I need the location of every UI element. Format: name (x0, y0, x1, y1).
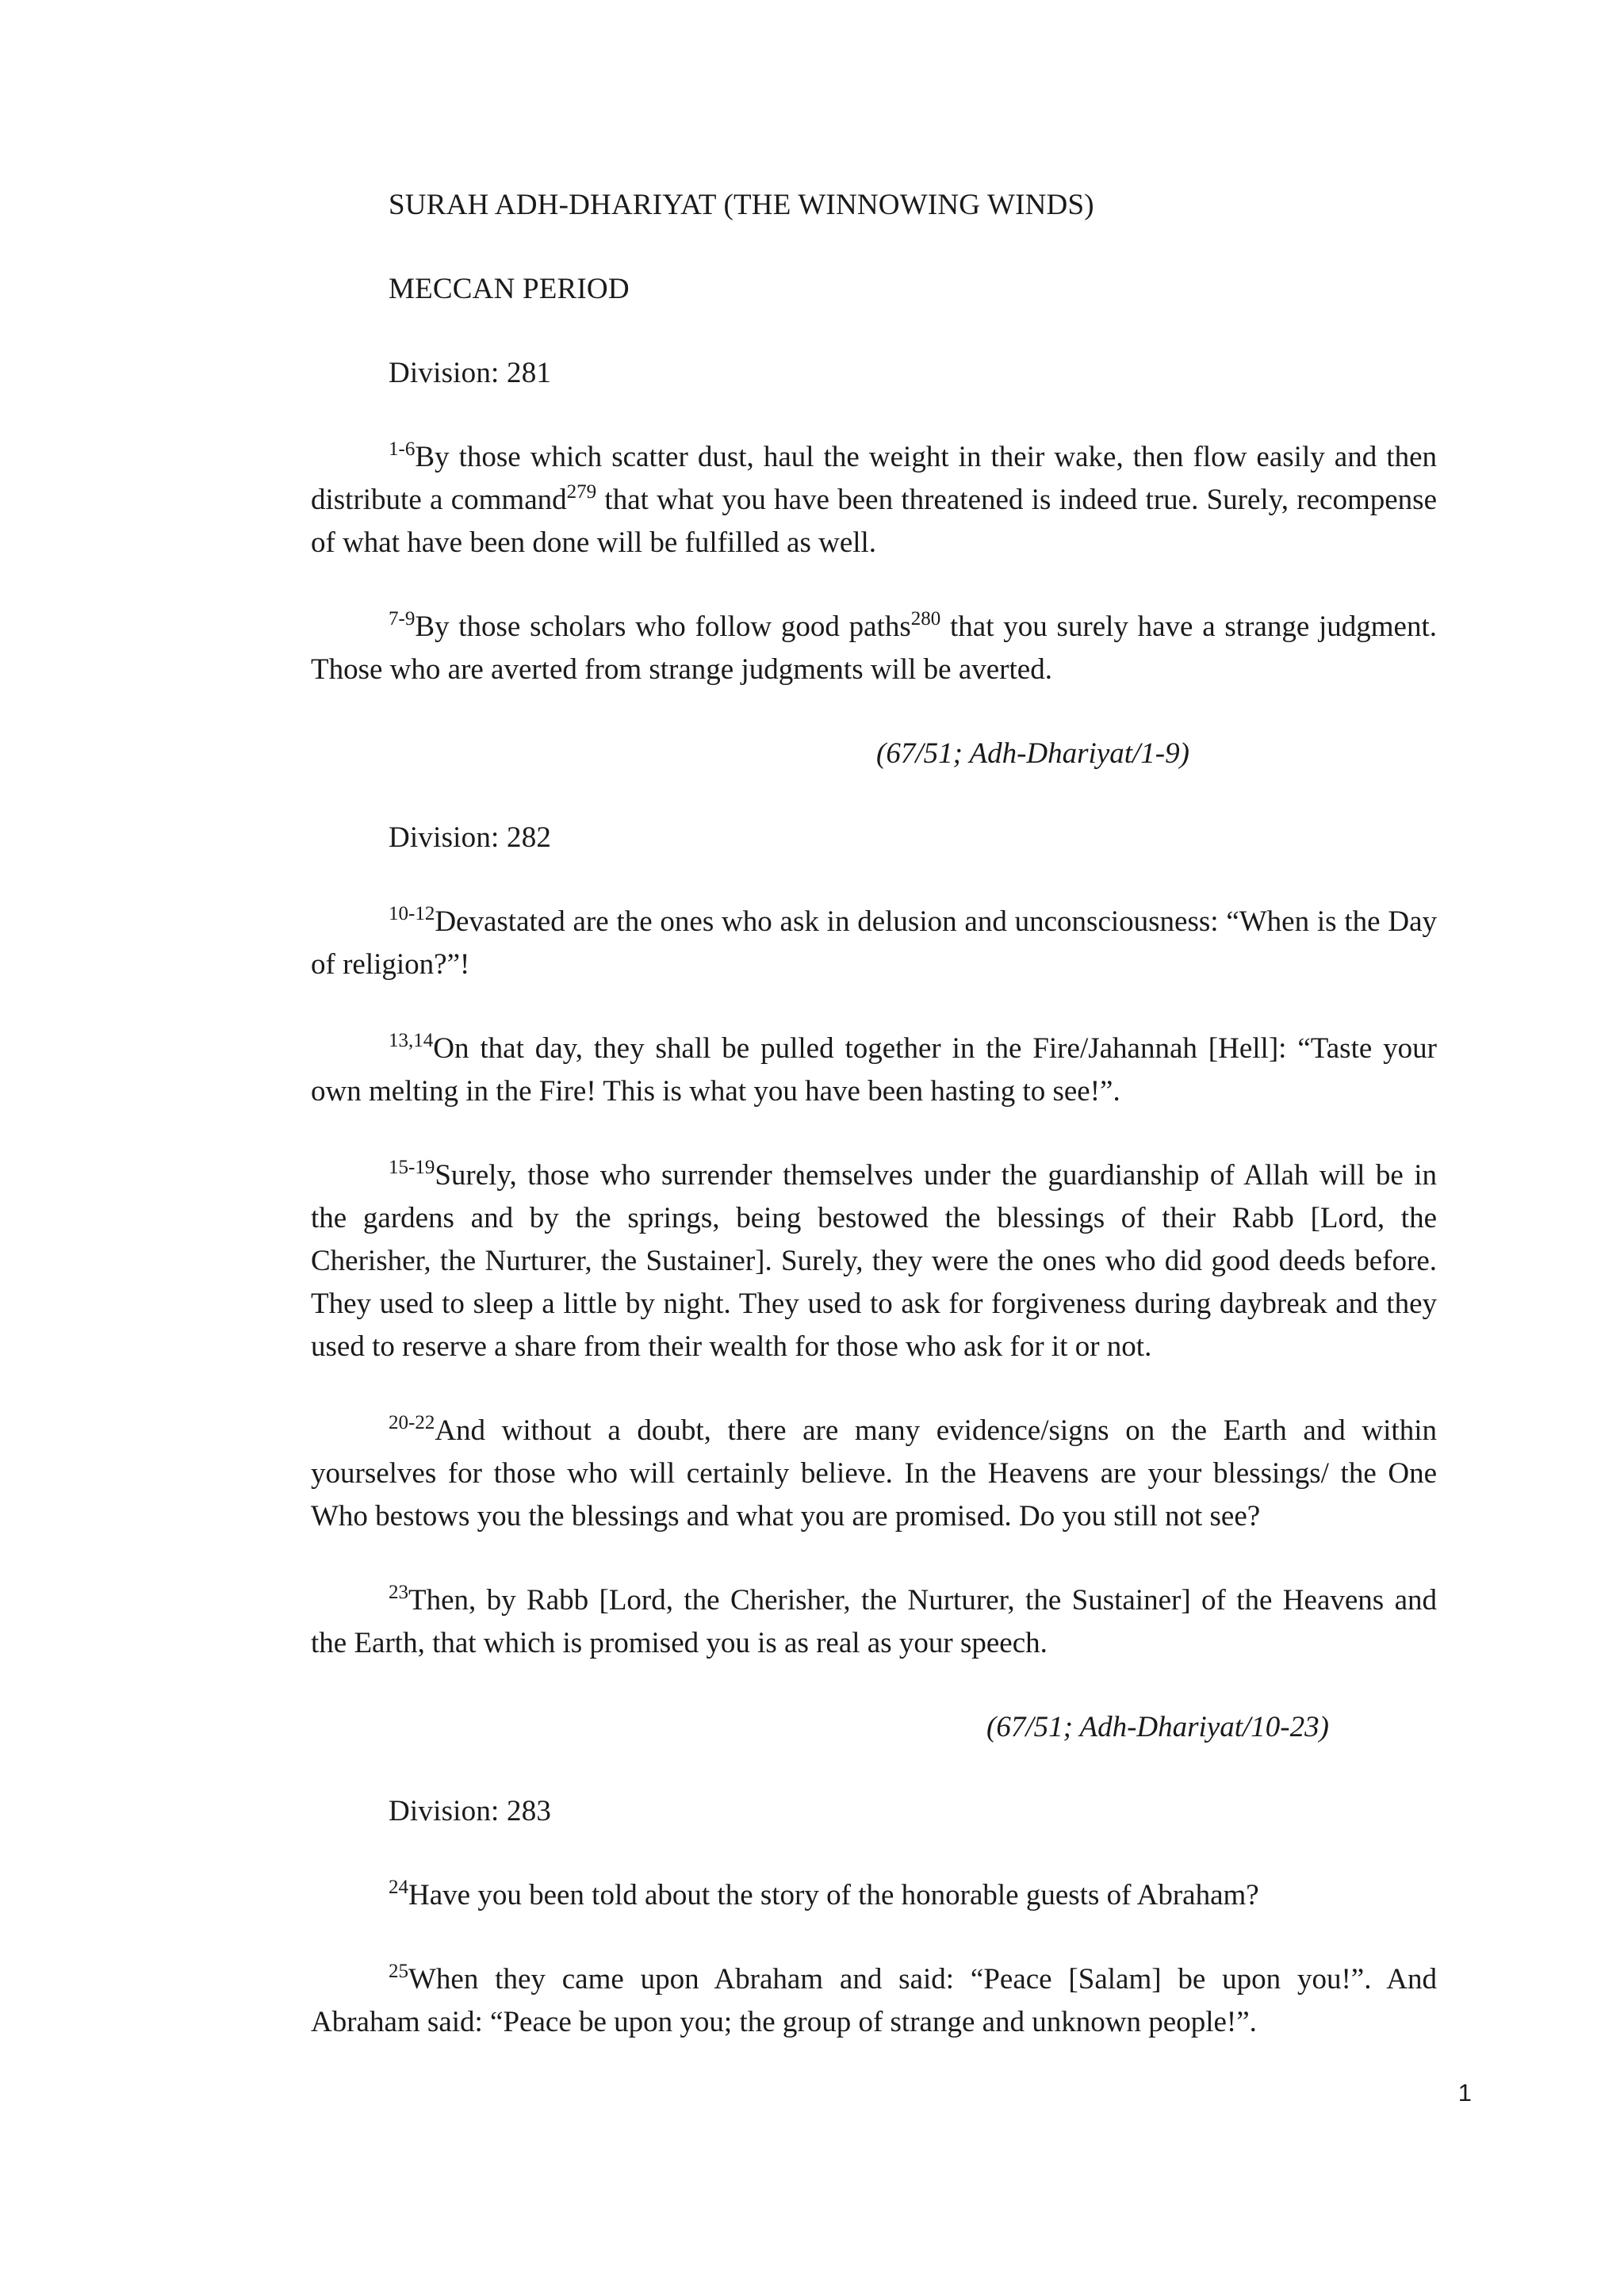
division-heading: Division: 282 (389, 821, 552, 854)
verse-paragraph (311, 1027, 1437, 1113)
verse-number: 15-19 (389, 1157, 435, 1178)
verse-paragraph (311, 1579, 1437, 1665)
division-heading: Division: 283 (389, 1795, 552, 1827)
page-content (311, 184, 1437, 2085)
verse-text: When they came upon Abraham and said: “Peace [Salam] be upon you!”. And Abraham said: “Peace be upon you; the group of strange and unknown people!”. (311, 1963, 1437, 2038)
verse-paragraph (311, 901, 1437, 986)
verse-number: 10-12 (389, 903, 435, 924)
verse-text: Surely, those who surrender themselves under the guardianship of Allah will be in the gardens and by the springs, being bestowed the blessings of their Rabb [Lord, the Cherisher, the Nurturer, the Sustainer]. Surely, they were the ones who did good deeds before. They used to sleep a little by night. They used to ask for forgiveness during daybreak and they used to reserve a share from their wealth for those who ask for it or not. (311, 1159, 1437, 1363)
reference-citation: (67/51; Adh-Dhariyat/1-9) (876, 737, 1189, 770)
period-label: MECCAN PERIOD (389, 273, 630, 305)
verse-number: 24 (389, 1877, 408, 1898)
footnote-marker: 280 (910, 608, 941, 629)
verse-number: 25 (389, 1961, 408, 1982)
verse-paragraph (311, 1958, 1437, 2044)
verse-text: On that day, they shall be pulled together in the Fire/Jahannah [Hell]: “Taste your own melting in the Fire! This is what you have been hasting to see!”. (311, 1032, 1437, 1108)
verse-paragraph (311, 606, 1437, 691)
verse-text: that what you have been threatened is indeed true. Surely, recompense of what have been done will be fulfilled as well. (311, 484, 1437, 559)
verse-paragraph (311, 1874, 1437, 1917)
verse-number: 13,14 (389, 1030, 434, 1051)
verse-text: Devastated are the ones who ask in delusion and unconsciousness: “When is the Day of religion?”! (311, 905, 1437, 981)
verse-text: By those scholars who follow good paths (415, 610, 911, 643)
verse-number: 1-6 (389, 438, 416, 460)
verse-number: 7-9 (389, 608, 416, 629)
verse-text: Then, by Rabb [Lord, the Cherisher, the Nurturer, the Sustainer] of the Heavens and the Earth, that which is promised you is as real as your speech. (311, 1584, 1437, 1659)
division-heading: Division: 281 (389, 357, 552, 389)
reference-citation: (67/51; Adh-Dhariyat/10-23) (986, 1711, 1329, 1743)
verse-number: 20-22 (389, 1412, 435, 1433)
surah-title: SURAH ADH-DHARIYAT (THE WINNOWING WINDS) (389, 189, 1094, 221)
verse-text: that you surely have a strange judgment. Those who are averted from strange judgments will be averted. (311, 610, 1437, 686)
verse-paragraph (311, 1410, 1437, 1538)
verse-paragraph (311, 1154, 1437, 1368)
verse-text: And without a doubt, there are many evidence/signs on the Earth and within yourselves for those who will certainly believe. In the Heavens are your blessings/ the One Who bestows you the blessings and what you are promised. Do you still not see? (311, 1414, 1437, 1533)
verse-text: Have you been told about the story of the honorable guests of Abraham? (408, 1879, 1259, 1911)
page-number: 1 (1457, 2079, 1472, 2107)
verse-text: By those which scatter dust, haul the weight in their wake, then flow easily and then distribute a command (311, 441, 1437, 516)
footnote-marker: 279 (566, 481, 597, 503)
verse-number: 23 (389, 1582, 408, 1603)
verse-paragraph (311, 436, 1437, 564)
